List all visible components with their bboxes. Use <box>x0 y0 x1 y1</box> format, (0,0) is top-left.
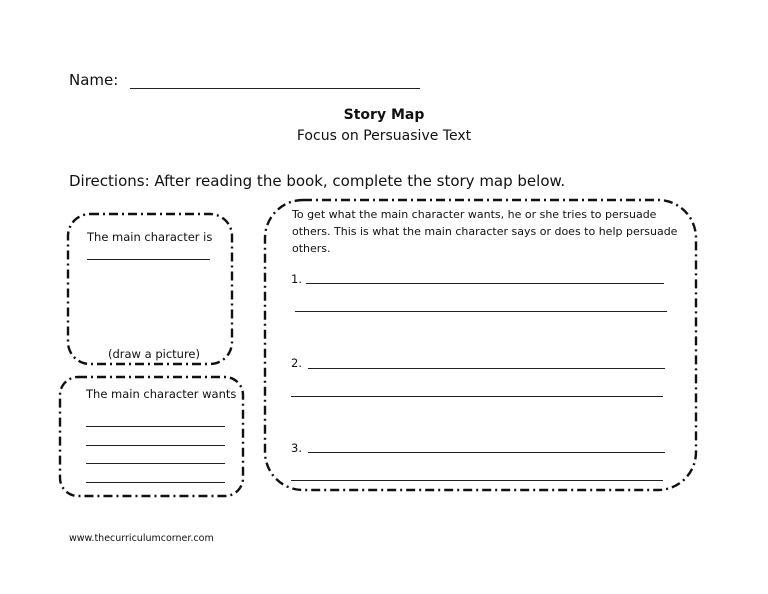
character-answer-line[interactable] <box>87 259 210 260</box>
draw-picture-hint: (draw a picture) <box>108 347 200 361</box>
worksheet-subtitle: Focus on Persuasive Text <box>296 128 472 144</box>
character-box-label: The main character is <box>87 230 213 244</box>
persuade-answer-line-2a[interactable] <box>308 368 665 369</box>
name-label: Name: <box>69 71 119 89</box>
persuade-answer-line-3a[interactable] <box>308 452 665 453</box>
persuade-answer-line-3b[interactable] <box>291 480 663 481</box>
persuade-answer-line-1a[interactable] <box>306 283 664 284</box>
worksheet-title: Story Map <box>343 107 425 123</box>
item-number-1: 1. <box>291 272 302 286</box>
persuade-answer-line-1b[interactable] <box>295 311 667 312</box>
directions-text: Directions: After reading the book, complete the story map below. <box>69 172 566 190</box>
wants-answer-line-3[interactable] <box>86 463 225 464</box>
wants-box-label: The main character wants <box>86 387 237 401</box>
wants-answer-line-1[interactable] <box>86 426 225 427</box>
wants-answer-line-4[interactable] <box>86 482 225 483</box>
persuade-prompt: To get what the main character wants, he or she tries to persuade others. This is what the main character says or does to help persuade others. <box>292 208 678 255</box>
footer-website: www.thecurriculumcorner.com <box>69 533 214 544</box>
item-number-2: 2. <box>291 356 302 370</box>
name-row <box>69 71 420 89</box>
name-answer-line[interactable] <box>130 74 420 89</box>
persuade-answer-line-2b[interactable] <box>291 396 663 397</box>
wants-answer-line-2[interactable] <box>86 445 225 446</box>
item-number-3: 3. <box>291 441 302 455</box>
